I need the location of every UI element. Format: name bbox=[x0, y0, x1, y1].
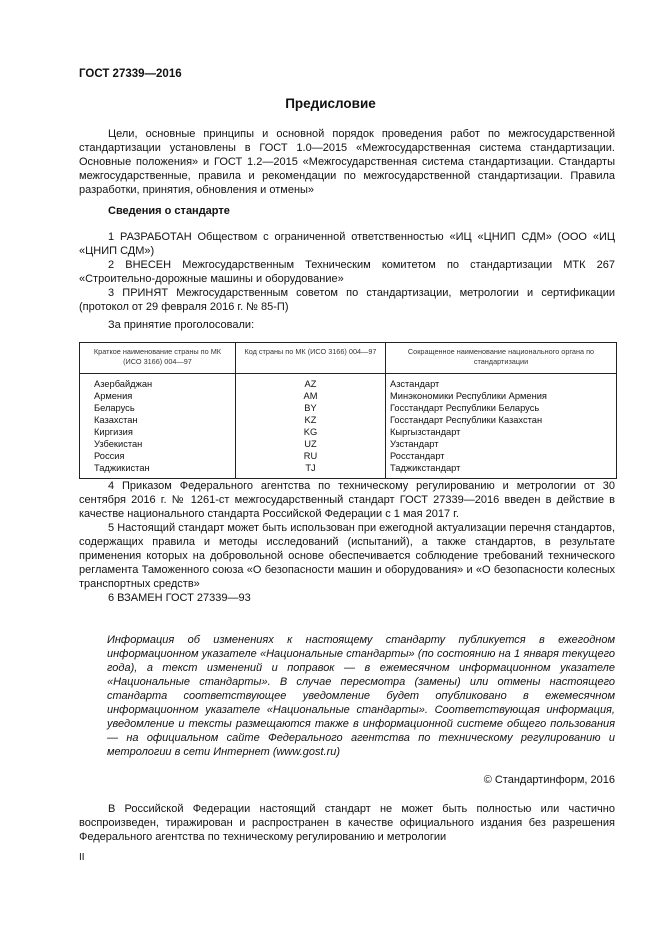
body-cell: Кыргызстандарт bbox=[386, 426, 616, 438]
header-country: Краткое наименование страны по МК (ИСО 3166) 004—97 bbox=[80, 343, 235, 374]
body-cell: Узстандарт bbox=[386, 438, 616, 450]
body-cell: Госстандарт Республики Беларусь bbox=[386, 402, 616, 414]
item-5-usage: 5 Настоящий стандарт может быть использован при ежегодной актуализации перечня стандартов, содержащих правила и методы исследований (испытаний), а также стандартов, в результате применения которых на добровольной основе обеспечивается соблюдение требований технического регламента Таможенного союза «О безопасности машин и оборудования» и «О безопасности колесных транспортных средств» bbox=[79, 522, 615, 590]
table-header-row bbox=[80, 343, 616, 374]
code-cell: AM bbox=[235, 390, 385, 402]
table-row bbox=[80, 438, 616, 450]
code-cell: KZ bbox=[235, 414, 385, 426]
code-cell: RU bbox=[235, 450, 385, 462]
item-6-replaces: 6 ВЗАМЕН ГОСТ 27339—93 bbox=[108, 592, 251, 604]
country-cell: Беларусь bbox=[94, 403, 135, 413]
table-row bbox=[80, 450, 616, 462]
country-cell: Россия bbox=[94, 451, 125, 461]
copyright: © Стандартинформ, 2016 bbox=[483, 774, 615, 786]
item-4-order: 4 Приказом Федерального агентства по техническому регулированию и метрологии от 30 сентября 2016 г. № 1261-ст межгосударственный стандарт ГОСТ 27339—2016 введен в действие в качестве национального стандарта Российской Федерации с 1 мая 2017 г. bbox=[79, 480, 615, 520]
header-code: Код страны по МК (ИСО 3166) 004—97 bbox=[235, 343, 385, 374]
document-id: ГОСТ 27339—2016 bbox=[79, 68, 182, 80]
item-2-submitted: 2 ВНЕСЕН Межгосударственным Техническим комитетом по стандартизации МТК 267 «Строительно-дорожные машины и оборудование» bbox=[79, 259, 615, 285]
country-cell: Армения bbox=[94, 391, 133, 401]
items-block-2 bbox=[79, 479, 615, 605]
body-cell: Минэкономики Республики Армения bbox=[386, 390, 616, 402]
country-cell: Казахстан bbox=[94, 415, 138, 425]
table-row bbox=[80, 414, 616, 426]
code-cell: TJ bbox=[235, 462, 385, 478]
info-notice: Информация об изменениях к настоящему стандарту публикуется в ежегодном информационном указателе «Национальные стандарты» (по состоянию на 1 января текущего года), а текст изменений и поправок — в ежемесячном информационном указателе «Национальные стандарты». В случае пересмотра (замены) или отмены настоящего стандарта соответствующее уведомление будет опубликовано в ежемесячном информационном указателе «Национальные стандарты». Соответствующая информация, уведомление и тексты размещаются также в информационной системе общего пользования — на официальном сайте Федерального агентства по техническому регулированию и метрологии в сети Интернет (www.gost.ru) bbox=[107, 634, 615, 758]
item-3-adopted: 3 ПРИНЯТ Межгосударственным советом по стандартизации, метрологии и сертификации (протокол от 29 февраля 2016 г. № 85-П) bbox=[79, 287, 615, 313]
page-number: II bbox=[79, 852, 85, 863]
standard-info-heading: Сведения о стандарте bbox=[108, 205, 230, 217]
items-block-1 bbox=[79, 230, 615, 314]
body-cell: Росстандарт bbox=[386, 450, 616, 462]
code-cell: AZ bbox=[235, 374, 385, 391]
intro-paragraph: Цели, основные принципы и основной порядок проведения работ по межгосударственной стандартизации установлены в ГОСТ 1.0—2015 «Межгосударственная система стандартизации. Основные положения» и ГОСТ 1.2—2015 «Межгосударственная система стандартизации. Стандарты межгосударственные, правила и рекомендации по межгосударственной стандартизации. Правила разработки, принятия, обновления и отмены» bbox=[79, 128, 615, 196]
body-cell: Таджикстандарт bbox=[386, 462, 616, 478]
table-row bbox=[80, 462, 616, 478]
header-body: Сокращенное наименование национального органа по стандартизации bbox=[386, 343, 616, 374]
code-cell: KG bbox=[235, 426, 385, 438]
country-cell: Азербайджан bbox=[94, 379, 153, 389]
country-cell: Таджикистан bbox=[94, 463, 150, 473]
table-row bbox=[80, 402, 616, 414]
country-cell: Киргизия bbox=[94, 427, 133, 437]
body-cell: Госстандарт Республики Казахстан bbox=[386, 414, 616, 426]
voting-table bbox=[79, 342, 617, 479]
page-title: Предисловие bbox=[285, 96, 376, 111]
table-row bbox=[80, 374, 616, 391]
footer-notice: В Российской Федерации настоящий стандарт не может быть полностью или частично воспроизведен, тиражирован и распространен в качестве официального издания без разрешения Федерального агентства по техническому регулированию и метрологии bbox=[79, 803, 615, 843]
table-row bbox=[80, 390, 616, 402]
code-cell: BY bbox=[235, 402, 385, 414]
item-1-developed: 1 РАЗРАБОТАН Обществом с ограниченной ответственностью «ИЦ «ЦНИП СДМ» (ООО «ИЦ «ЦНИП СДМ») bbox=[79, 231, 615, 257]
table-row bbox=[80, 426, 616, 438]
voted-label: За принятие проголосовали: bbox=[108, 319, 255, 331]
country-cell: Узбекистан bbox=[94, 439, 143, 449]
body-cell: Азстандарт bbox=[386, 374, 616, 391]
code-cell: UZ bbox=[235, 438, 385, 450]
